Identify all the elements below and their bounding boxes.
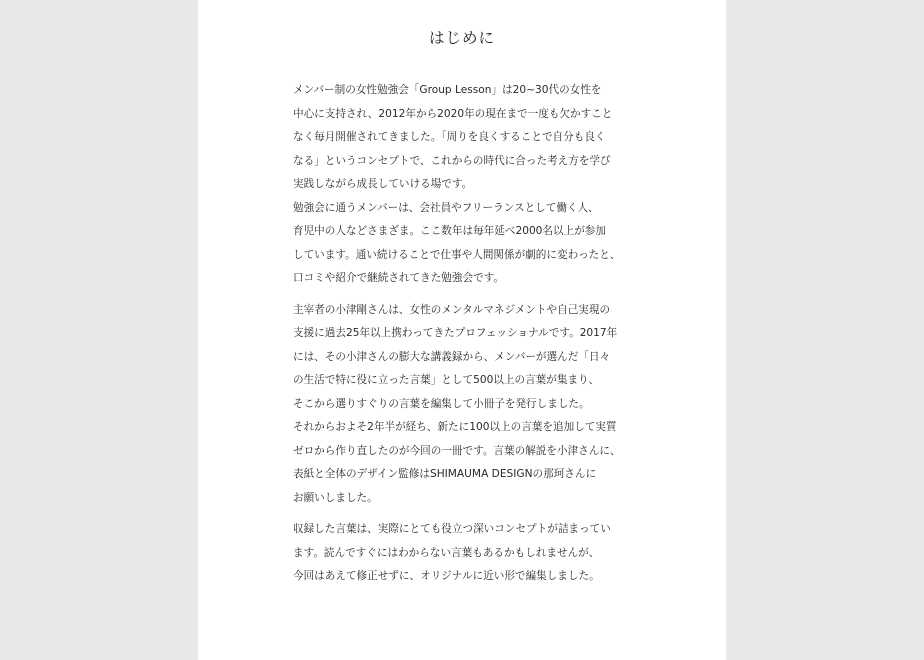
text-line: 勉強会に通うメンバーは、会社員やフリーランスとして働く人、 xyxy=(293,201,599,214)
text-line: ます。読んですぐにはわからない言葉もあるかもしれませんが、 xyxy=(293,546,600,559)
text-line: には、その小津さんの膨大な講義録から、メンバーが選んだ「日々 xyxy=(293,350,611,363)
document-body xyxy=(293,79,633,597)
text-line: お願いしました。 xyxy=(293,491,378,504)
text-line: それからおよそ2年半が経ち、新たに100以上の言葉を追加して実質 xyxy=(293,421,617,433)
text-line: 口コミや紹介で継続されてきた勉強会です。 xyxy=(293,272,505,284)
paragraph-closing xyxy=(293,518,633,589)
text-line: 育児中の人などさまざま。ここ数年は毎年延べ2000名以上が参加 xyxy=(293,225,606,237)
text-line: 主宰者の小津剛さんは、女性のメンタルマネジメントや自己実現の xyxy=(293,303,611,316)
text-line: メンバー制の女性勉強会「Group Lesson」は20~30代の女性を xyxy=(293,84,602,96)
paragraph-organizer xyxy=(293,299,633,511)
text-line: そこから選りすぐりの言葉を編集して小冊子を発行しました。 xyxy=(293,397,590,410)
text-line: ゼロから作り直したのが今回の一冊です。言葉の解説を小津さんに、 xyxy=(293,444,621,457)
document-page xyxy=(198,0,726,660)
text-line: 表紙と全体のデザイン監修はSHIMAUMA DESIGNの那珂さんに xyxy=(293,468,597,480)
text-line: なく毎月開催されてきました。「周りを良くすることで自分も良く xyxy=(293,131,606,143)
text-line: 中心に支持され、2012年から2020年の現在まで一度も欠かすこと xyxy=(293,107,613,120)
text-line: しています。通い続けることで仕事や人間関係が劇的に変わったと、 xyxy=(293,248,621,261)
text-line: 支援に過去25年以上携わってきたプロフェッショナルです。2017年 xyxy=(293,327,618,339)
text-line: 実践しながら成長していける場です。 xyxy=(293,178,473,190)
text-line: 今回はあえて修正せずに、オリジナルに近い形で編集しました。 xyxy=(293,570,600,582)
page-title: はじめに xyxy=(428,29,495,47)
text-line: 収録した言葉は、実際にとても役立つ深いコンセプトが詰まってい xyxy=(293,523,611,535)
text-line: の生活で特に役に立った言葉」として500以上の言葉が集まり、 xyxy=(293,374,600,386)
text-line: なる」というコンセプトで、これからの時代に合った考え方を学び xyxy=(293,154,611,167)
paragraph-intro xyxy=(293,79,633,291)
